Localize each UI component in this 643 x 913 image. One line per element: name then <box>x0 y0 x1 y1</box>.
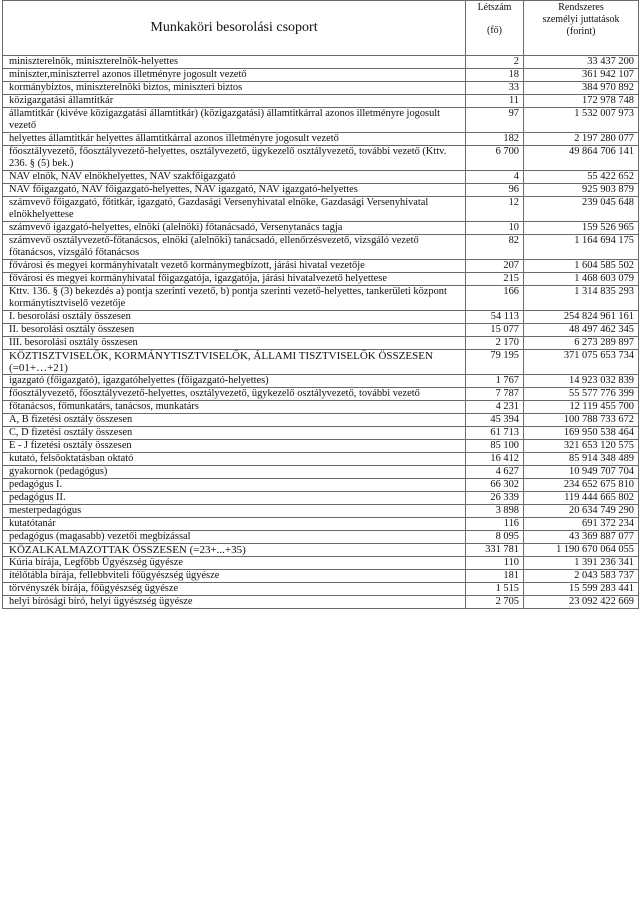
row-category: kutatótanár <box>3 518 466 531</box>
row-payments: 384 970 892 <box>524 82 639 95</box>
table-row <box>3 401 639 414</box>
row-payments: 20 634 749 290 <box>524 505 639 518</box>
row-category: kutató, felsőoktatásban oktató <box>3 453 466 466</box>
row-headcount: 66 302 <box>466 479 524 492</box>
table-row <box>3 235 639 260</box>
header-category: Munkaköri besorolási csoport <box>3 1 466 56</box>
row-category: C, D fizetési osztály összesen <box>3 427 466 440</box>
row-payments: 85 914 348 489 <box>524 453 639 466</box>
table-row <box>3 570 639 583</box>
row-payments: 100 788 733 672 <box>524 414 639 427</box>
row-category: mesterpedagógus <box>3 505 466 518</box>
row-headcount: 3 898 <box>466 505 524 518</box>
row-category: pedagógus (magasabb) vezetői megbízással <box>3 531 466 544</box>
row-payments: 6 273 289 897 <box>524 337 639 350</box>
table-row <box>3 518 639 531</box>
row-headcount: 82 <box>466 235 524 260</box>
row-category: számvevő főigazgató, főtitkár, igazgató, Gazdasági Versenyhivatal elnöke, Gazdasági Versenyhivatal elnökhelyettese <box>3 197 466 222</box>
row-payments: 254 824 961 161 <box>524 311 639 324</box>
row-payments: 43 369 887 077 <box>524 531 639 544</box>
row-headcount: 4 231 <box>466 401 524 414</box>
row-payments: 49 864 706 141 <box>524 146 639 171</box>
row-category: I. besorolási osztály összesen <box>3 311 466 324</box>
row-headcount: 331 781 <box>466 544 524 557</box>
row-category: pedagógus I. <box>3 479 466 492</box>
row-payments: 159 526 965 <box>524 222 639 235</box>
row-category: fővárosi és megyei kormányhivatal főigazgatója, igazgatója, járási hivatalvezető helyettese <box>3 273 466 286</box>
row-payments: 10 949 707 704 <box>524 466 639 479</box>
row-category: ítélőtábla bírája, fellebbviteli főügyészség ügyésze <box>3 570 466 583</box>
row-category: főtanácsos, főmunkatárs, tanácsos, munkatárs <box>3 401 466 414</box>
header-payments-line3: (forint) <box>566 26 596 37</box>
table-row <box>3 95 639 108</box>
row-headcount: 96 <box>466 184 524 197</box>
row-headcount: 207 <box>466 260 524 273</box>
row-category: E - J fizetési osztály összesen <box>3 440 466 453</box>
row-category: II. besorolási osztály összesen <box>3 324 466 337</box>
row-category: gyakornok (pedagógus) <box>3 466 466 479</box>
row-headcount: 4 627 <box>466 466 524 479</box>
row-category: számvevő osztályvezető-főtanácsos, elnöki (alelnöki) tanácsadó, ellenőrzésvezető, vizsgáló vezető főtanácsos, vizsgáló főtanácsos <box>3 235 466 260</box>
row-headcount: 110 <box>466 557 524 570</box>
table-row <box>3 531 639 544</box>
table-row <box>3 222 639 235</box>
table-row <box>3 286 639 311</box>
row-payments: 2 197 280 077 <box>524 133 639 146</box>
table-row <box>3 133 639 146</box>
row-headcount: 6 700 <box>466 146 524 171</box>
row-category: kormánybiztos, miniszterelnöki biztos, miniszteri biztos <box>3 82 466 95</box>
table-row <box>3 273 639 286</box>
header-headcount <box>466 1 524 56</box>
row-payments: 1 532 007 973 <box>524 108 639 133</box>
row-headcount: 182 <box>466 133 524 146</box>
row-payments: 321 653 120 575 <box>524 440 639 453</box>
row-headcount: 61 713 <box>466 427 524 440</box>
row-headcount: 8 095 <box>466 531 524 544</box>
table-row <box>3 544 639 557</box>
row-payments: 925 903 879 <box>524 184 639 197</box>
row-headcount: 166 <box>466 286 524 311</box>
row-headcount: 85 100 <box>466 440 524 453</box>
row-category: igazgató (főigazgató), igazgatóhelyettes (főigazgató-helyettes) <box>3 375 466 388</box>
row-payments: 371 075 653 734 <box>524 350 639 375</box>
table-header-row <box>3 1 639 56</box>
row-headcount: 11 <box>466 95 524 108</box>
table-row <box>3 440 639 453</box>
header-payments-line1: Rendszeres <box>558 2 604 13</box>
row-headcount: 2 705 <box>466 596 524 609</box>
table-row <box>3 324 639 337</box>
row-payments: 48 497 462 345 <box>524 324 639 337</box>
row-headcount: 16 412 <box>466 453 524 466</box>
table-row <box>3 466 639 479</box>
row-headcount: 54 113 <box>466 311 524 324</box>
row-payments: 234 652 675 810 <box>524 479 639 492</box>
table-row <box>3 453 639 466</box>
row-payments: 119 444 665 802 <box>524 492 639 505</box>
row-headcount: 7 787 <box>466 388 524 401</box>
table-row <box>3 583 639 596</box>
table-row <box>3 505 639 518</box>
row-category: államtitkár (kivéve közigazgatási államtitkár) (közigazgatási) államtitkárral azonos illetményre jogosult vezető <box>3 108 466 133</box>
row-headcount: 2 170 <box>466 337 524 350</box>
row-payments: 55 422 652 <box>524 171 639 184</box>
row-category: Kttv. 136. § (3) bekezdés a) pontja szerinti vezető, b) pontja szerinti vezető-helyettes, tankerületi központ kormánytisztviselő vezetője <box>3 286 466 311</box>
row-payments: 1 391 236 341 <box>524 557 639 570</box>
table-body <box>3 56 639 609</box>
row-headcount: 15 077 <box>466 324 524 337</box>
staff-payments-table <box>2 0 639 609</box>
row-category: KÖZTISZTVISELŐK, KORMÁNYTISZTVISELŐK, ÁLLAMI TISZTVISELŐK ÖSSZESEN (=01+…+21) <box>3 350 466 375</box>
row-payments: 1 190 670 064 055 <box>524 544 639 557</box>
table-row <box>3 557 639 570</box>
table-row <box>3 350 639 375</box>
row-payments: 1 468 603 079 <box>524 273 639 286</box>
row-category: miniszter,miniszterrel azonos illetményre jogosult vezető <box>3 69 466 82</box>
row-headcount: 10 <box>466 222 524 235</box>
row-headcount: 33 <box>466 82 524 95</box>
row-category: pedagógus II. <box>3 492 466 505</box>
row-headcount: 215 <box>466 273 524 286</box>
table-row <box>3 479 639 492</box>
row-payments: 14 923 032 839 <box>524 375 639 388</box>
row-category: III. besorolási osztály összesen <box>3 337 466 350</box>
table-row <box>3 260 639 273</box>
row-headcount: 26 339 <box>466 492 524 505</box>
row-payments: 1 314 835 293 <box>524 286 639 311</box>
row-headcount: 4 <box>466 171 524 184</box>
header-payments-line2: személyi juttatások <box>542 14 620 25</box>
table-row <box>3 56 639 69</box>
table-row <box>3 184 639 197</box>
row-category: KÖZALKALMAZOTTAK ÖSSZESEN (=23+...+35) <box>3 544 466 557</box>
table-row <box>3 171 639 184</box>
table-row <box>3 388 639 401</box>
row-category: közigazgatási államtitkár <box>3 95 466 108</box>
row-headcount: 1 767 <box>466 375 524 388</box>
row-headcount: 2 <box>466 56 524 69</box>
row-category: fővárosi és megyei kormányhivatalt vezető kormánymegbízott, járási hivatal vezetője <box>3 260 466 273</box>
row-payments: 12 119 455 700 <box>524 401 639 414</box>
row-payments: 2 043 583 737 <box>524 570 639 583</box>
table-row <box>3 82 639 95</box>
table-row <box>3 146 639 171</box>
row-headcount: 12 <box>466 197 524 222</box>
row-headcount: 97 <box>466 108 524 133</box>
row-payments: 15 599 283 441 <box>524 583 639 596</box>
row-payments: 55 577 776 399 <box>524 388 639 401</box>
header-headcount-line1: Létszám <box>477 2 512 13</box>
row-category: miniszterelnök, miniszterelnök-helyettes <box>3 56 466 69</box>
row-headcount: 18 <box>466 69 524 82</box>
table-row <box>3 108 639 133</box>
table-row <box>3 375 639 388</box>
row-payments: 691 372 234 <box>524 518 639 531</box>
table-row <box>3 427 639 440</box>
header-payments <box>524 1 639 56</box>
table-row <box>3 414 639 427</box>
row-headcount: 181 <box>466 570 524 583</box>
row-category: Kúria bírája, Legfőbb Ügyészség ügyésze <box>3 557 466 570</box>
table-row <box>3 197 639 222</box>
row-payments: 1 164 694 175 <box>524 235 639 260</box>
row-payments: 33 437 200 <box>524 56 639 69</box>
row-category: helyettes államtitkár helyettes államtitkárral azonos illetményre jogosult vezető <box>3 133 466 146</box>
header-headcount-line2: (fő) <box>487 25 502 36</box>
table-row <box>3 69 639 82</box>
row-category: A, B fizetési osztály összesen <box>3 414 466 427</box>
row-category: törvényszék bírája, főügyészség ügyésze <box>3 583 466 596</box>
table-row <box>3 337 639 350</box>
row-payments: 239 045 648 <box>524 197 639 222</box>
row-headcount: 116 <box>466 518 524 531</box>
row-headcount: 1 515 <box>466 583 524 596</box>
row-category: főosztályvezető, főosztályvezető-helyettes, osztályvezető, ügykezelő osztályvezető, további vezető <box>3 388 466 401</box>
header-headcount-gap <box>470 14 519 25</box>
table-row <box>3 596 639 609</box>
row-headcount: 79 195 <box>466 350 524 375</box>
row-category: NAV főigazgató, NAV főigazgató-helyettes, NAV igazgató, NAV igazgató-helyettes <box>3 184 466 197</box>
row-payments: 23 092 422 669 <box>524 596 639 609</box>
row-headcount: 45 394 <box>466 414 524 427</box>
row-category: főosztályvezető, főosztályvezető-helyettes, osztályvezető, ügykezelő osztályvezető, további vezető (Kttv. 236. § (5) bek.) <box>3 146 466 171</box>
row-payments: 361 942 107 <box>524 69 639 82</box>
row-category: számvevő igazgató-helyettes, elnöki (alelnöki) főtanácsadó, Versenytanács tagja <box>3 222 466 235</box>
row-payments: 172 978 748 <box>524 95 639 108</box>
table-row <box>3 311 639 324</box>
row-payments: 1 604 585 502 <box>524 260 639 273</box>
row-category: helyi bírósági bíró, helyi ügyészség ügyésze <box>3 596 466 609</box>
row-category: NAV elnök, NAV elnökhelyettes, NAV szakfőigazgató <box>3 171 466 184</box>
table-row <box>3 492 639 505</box>
row-payments: 169 950 538 464 <box>524 427 639 440</box>
